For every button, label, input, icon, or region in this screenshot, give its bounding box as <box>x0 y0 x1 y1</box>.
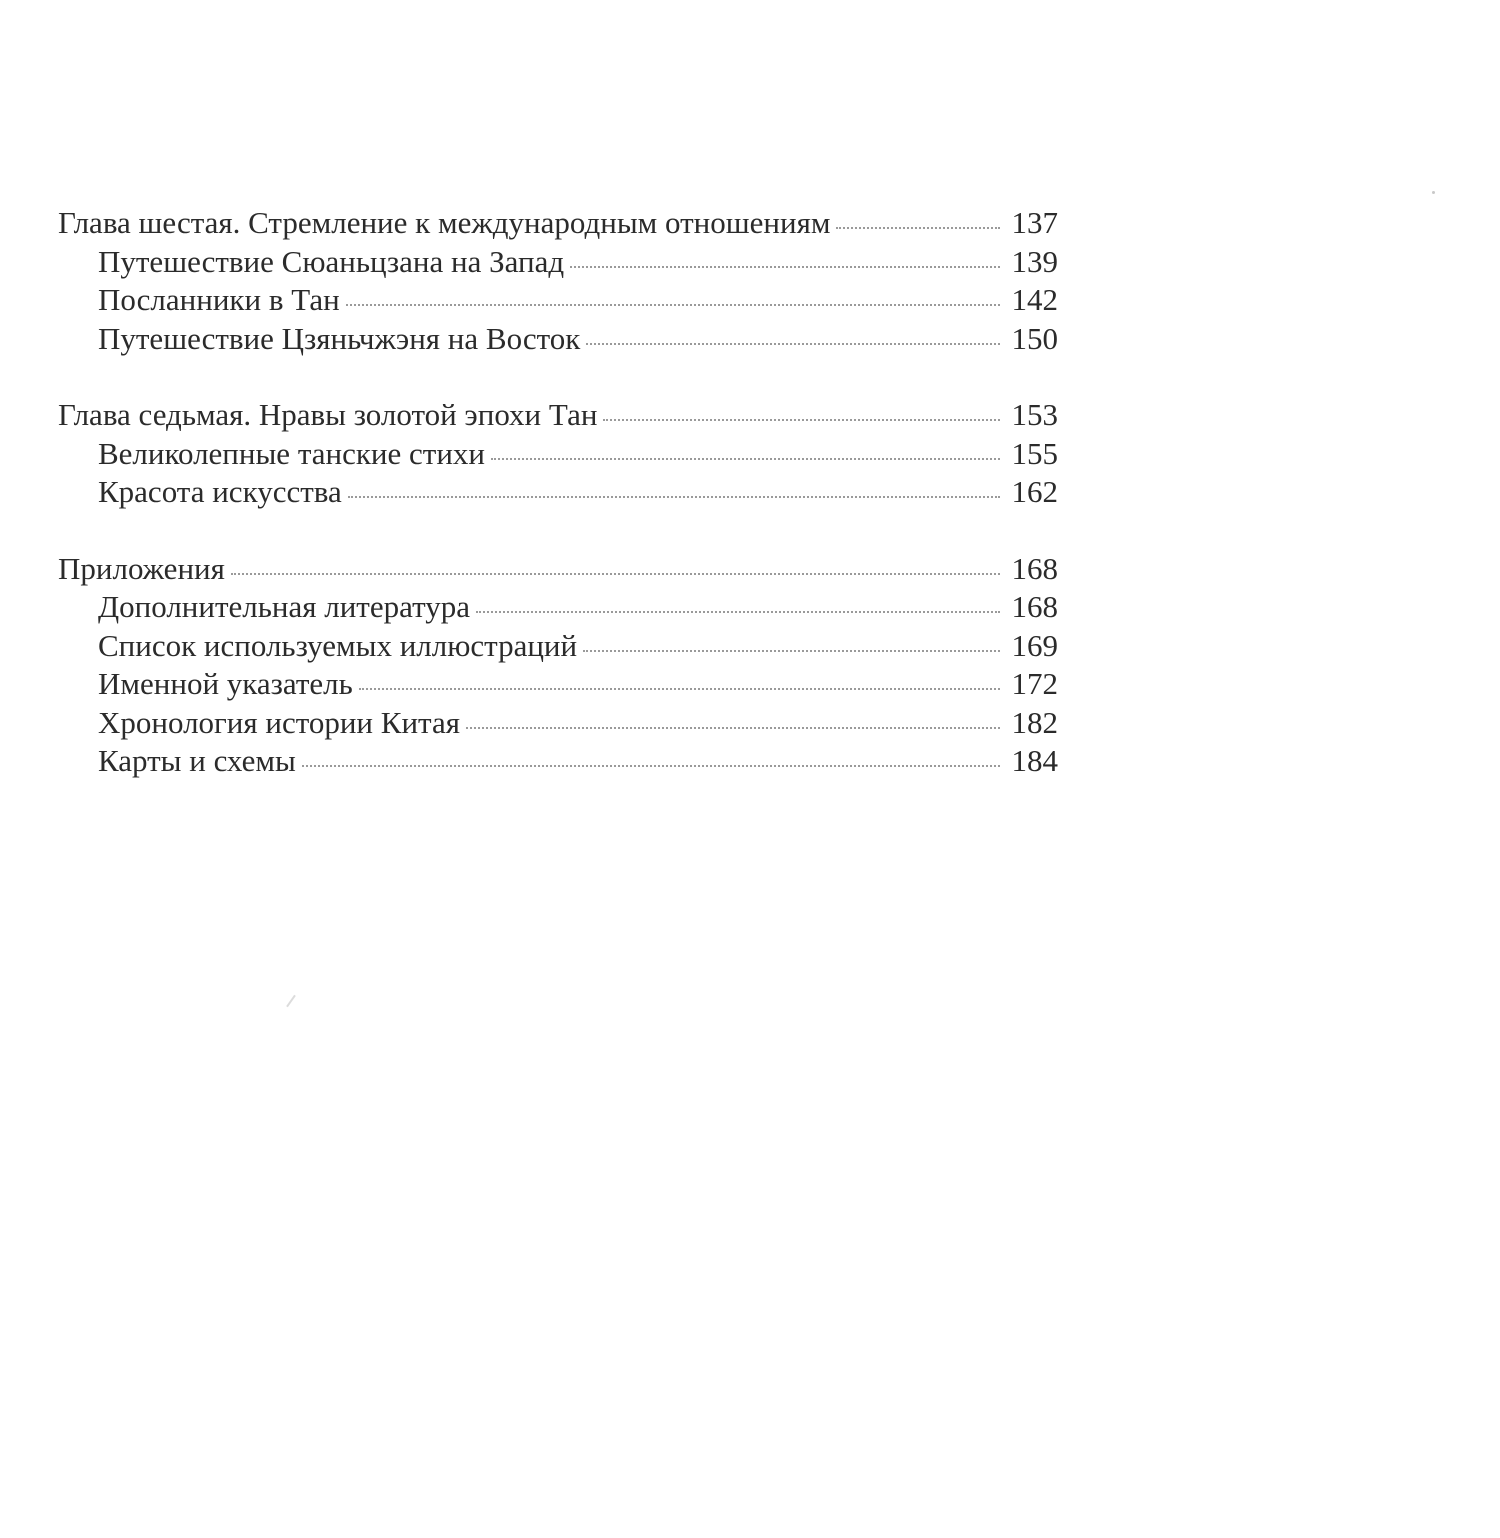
toc-entry-page: 153 <box>1011 397 1058 432</box>
dot-leader <box>836 227 1000 229</box>
toc-entry-title: Список используемых иллюстраций <box>98 627 578 663</box>
toc-entry-subsection[interactable] <box>58 588 1058 627</box>
toc-entry-page: 172 <box>1011 666 1058 701</box>
dot-leader <box>583 650 1000 652</box>
toc-entry-subsection[interactable] <box>58 704 1058 743</box>
toc-section-chapter-seven <box>58 396 1058 512</box>
dot-leader <box>586 343 1000 345</box>
toc-entry-subsection[interactable] <box>58 627 1058 666</box>
toc-entry-page: 139 <box>1011 243 1058 279</box>
toc-entry-page: 182 <box>1011 704 1058 740</box>
toc-entry-subsection[interactable] <box>58 665 1058 704</box>
toc-entry-page: 162 <box>1011 474 1058 509</box>
dot-leader <box>231 573 1000 575</box>
toc-entry-page: 168 <box>1011 589 1058 624</box>
paper-speck <box>286 995 296 1008</box>
toc-entry-page: 155 <box>1011 435 1058 471</box>
toc-entry-page: 184 <box>1011 743 1058 778</box>
toc-entry-title: Путешествие Цзяньчжэня на Восток <box>98 320 581 356</box>
toc-entry-title: Карты и схемы <box>98 743 296 778</box>
toc-entry-page: 168 <box>1011 550 1058 586</box>
dot-leader <box>603 419 1000 421</box>
dot-leader <box>302 765 1000 767</box>
toc-entry-page: 142 <box>1011 282 1058 317</box>
toc-entry-title: Путешествие Сюаньцзана на Запад <box>98 243 565 279</box>
toc-entry-title: Хронология истории Китая <box>98 704 460 740</box>
dot-leader <box>348 496 1000 498</box>
toc-entry-title: Глава седьмая. Нравы золотой эпохи Тан <box>58 397 598 432</box>
toc-entry-subsection[interactable] <box>58 281 1058 320</box>
dot-leader <box>346 304 1000 306</box>
table-of-contents <box>58 204 1058 819</box>
toc-entry-subsection[interactable] <box>58 473 1058 512</box>
toc-entry-chapter[interactable] <box>58 550 1058 589</box>
paper-speck <box>1432 191 1435 194</box>
toc-entry-chapter[interactable] <box>58 396 1058 435</box>
toc-section-chapter-six <box>58 204 1058 358</box>
toc-entry-title: Глава шестая. Стремление к международным отношениям <box>58 205 831 240</box>
toc-entry-title: Посланники в Тан <box>98 282 340 317</box>
toc-entry-title: Приложения <box>58 550 225 586</box>
dot-leader <box>359 688 1000 690</box>
toc-entry-subsection[interactable] <box>58 742 1058 781</box>
toc-section-appendices <box>58 550 1058 781</box>
toc-entry-subsection[interactable] <box>58 435 1058 474</box>
toc-entry-page: 137 <box>1011 205 1058 240</box>
toc-entry-title: Великолепные танские стихи <box>98 435 486 471</box>
dot-leader <box>476 611 1000 613</box>
dot-leader <box>491 458 1000 460</box>
dot-leader <box>466 727 1000 729</box>
toc-entry-title: Красота искусства <box>98 474 342 509</box>
dot-leader <box>570 266 1000 268</box>
toc-entry-subsection[interactable] <box>58 320 1058 359</box>
toc-entry-page: 169 <box>1011 627 1058 663</box>
toc-entry-title: Именной указатель <box>98 666 353 701</box>
toc-entry-title: Дополнительная литература <box>98 589 470 624</box>
toc-entry-subsection[interactable] <box>58 243 1058 282</box>
toc-entry-chapter[interactable] <box>58 204 1058 243</box>
toc-entry-page: 150 <box>1011 320 1058 356</box>
